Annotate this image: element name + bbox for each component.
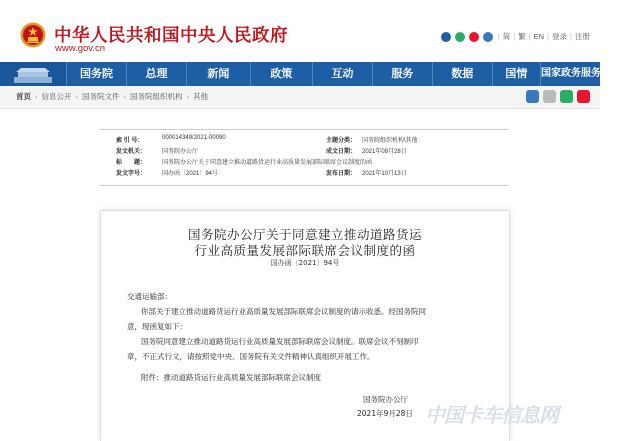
meta-published-value: 2021年10月13日 — [362, 171, 407, 177]
breadcrumb-other[interactable]: 其他 — [193, 92, 208, 101]
site-title[interactable]: 中华人民共和国中央人民政府 — [54, 26, 288, 46]
doc-paragraph-2-line-1: 国务院同意建立推动道路货运行业高质量发展部际联席会议制度。联席会议不刻制印 — [141, 337, 419, 346]
meta-docno-value: 国办函〔2021〕94号 — [162, 171, 219, 177]
link-english[interactable]: EN — [533, 32, 545, 41]
doc-title-line-2: 行业高质量发展部际联席会议制度的函 — [194, 243, 416, 258]
meta-issuer-value: 国务院办公厅 — [162, 149, 199, 155]
divider: | — [497, 32, 500, 41]
tiananmen-icon — [0, 62, 66, 86]
divider: | — [570, 32, 572, 41]
share-buttons — [522, 90, 590, 103]
meta-issuer-label: 发文机关： — [116, 149, 147, 155]
breadcrumb-separator: › — [75, 92, 78, 101]
link-traditional[interactable]: 繁 — [518, 32, 526, 41]
weibo-icon[interactable] — [469, 32, 479, 42]
nav-item-state-council[interactable]: 国务院 — [66, 62, 126, 86]
divider: | — [528, 32, 531, 41]
mobile-icon[interactable] — [483, 32, 493, 42]
nav-home-tiananmen[interactable] — [0, 62, 66, 86]
breadcrumb-info-public[interactable]: 信息公开 — [41, 92, 72, 101]
document-metadata — [100, 129, 508, 186]
divider: | — [547, 32, 550, 41]
nav-item-service-platform[interactable]: 国家政务服务平台 — [540, 62, 600, 86]
nav-item-interaction[interactable]: 互动 — [312, 62, 372, 86]
meta-index-value: 000014349/2021-00090 — [162, 135, 226, 141]
divider: | — [513, 32, 516, 41]
breadcrumb-separator: › — [123, 92, 126, 101]
meta-created-value: 2021年09月28日 — [362, 149, 407, 155]
nav-item-news[interactable]: 新闻 — [186, 62, 250, 86]
site-url[interactable]: www.gov.cn — [55, 43, 105, 54]
top-links — [439, 31, 590, 42]
meta-category-value: 国务院组织机构\其他 — [362, 138, 418, 144]
doc-recipient: 交通运输部： — [127, 292, 172, 301]
link-simplified[interactable]: 简 — [502, 32, 511, 41]
nav-item-premier[interactable]: 总理 — [126, 62, 186, 86]
nav-item-policy[interactable]: 政策 — [250, 62, 312, 86]
share-app-icon[interactable] — [526, 90, 539, 103]
nav-item-data[interactable]: 数据 — [432, 62, 492, 86]
meta-category-label: 主题分类： — [326, 138, 357, 144]
breadcrumb — [16, 86, 208, 108]
breadcrumb-home[interactable]: 首页 — [16, 92, 31, 101]
doc-paragraph-2-line-2: 章，不正式行文，请按照党中央、国务院有关文件精神认真组织开展工作。 — [127, 352, 375, 361]
meta-published-label: 发布日期： — [326, 171, 357, 177]
doc-number: 国办函〔2021〕94号 — [270, 259, 340, 267]
doc-paragraph-1-line-1: 你部关于建立推动道路货运行业高质量发展部际联席会议制度的请示收悉。经国务院同 — [141, 307, 426, 316]
nav-item-service[interactable]: 服务 — [372, 62, 432, 86]
national-emblem-icon[interactable] — [20, 22, 46, 48]
doc-date: 2021年9月28日 — [357, 409, 413, 418]
doc-paragraph-1-line-2: 意，现函复如下： — [127, 322, 187, 331]
link-login[interactable]: 登录 — [552, 32, 568, 41]
wechat-icon[interactable] — [455, 32, 465, 42]
doc-attachment[interactable]: 附件：推动道路货运行业高质量发展部际联席会议制度 — [141, 373, 321, 382]
meta-created-label: 成文日期： — [326, 149, 357, 155]
watermark: 中国卡车信息网 — [425, 403, 558, 427]
doc-title-line-1: 国务院办公厅关于同意建立推动道路货运 — [187, 227, 422, 242]
breadcrumb-organization[interactable]: 国务院组织机构 — [130, 92, 183, 101]
app-icon[interactable] — [441, 32, 451, 42]
meta-title-label: 标 题： — [116, 160, 147, 166]
meta-title-value: 国务院办公厅关于同意建立推动道路货运行业高质量发展部际联席会议制度的函 — [162, 160, 373, 166]
breadcrumb-bar — [0, 86, 600, 109]
breadcrumb-separator: › — [186, 92, 189, 101]
link-register[interactable]: 注册 — [575, 32, 590, 41]
main-nav — [0, 62, 621, 86]
meta-docno-label: 发文字号： — [116, 171, 147, 177]
doc-signature: 国务院办公厅 — [363, 395, 408, 404]
nav-item-national-info[interactable]: 国情 — [492, 62, 540, 86]
breadcrumb-separator: › — [35, 92, 38, 101]
breadcrumb-documents[interactable]: 国务院文件 — [82, 92, 120, 101]
meta-index-label: 索 引 号： — [116, 138, 144, 144]
share-wechat-icon[interactable] — [560, 90, 573, 103]
share-weibo-icon[interactable] — [577, 90, 590, 103]
share-generic-icon[interactable] — [543, 90, 556, 103]
site-header — [0, 0, 600, 62]
